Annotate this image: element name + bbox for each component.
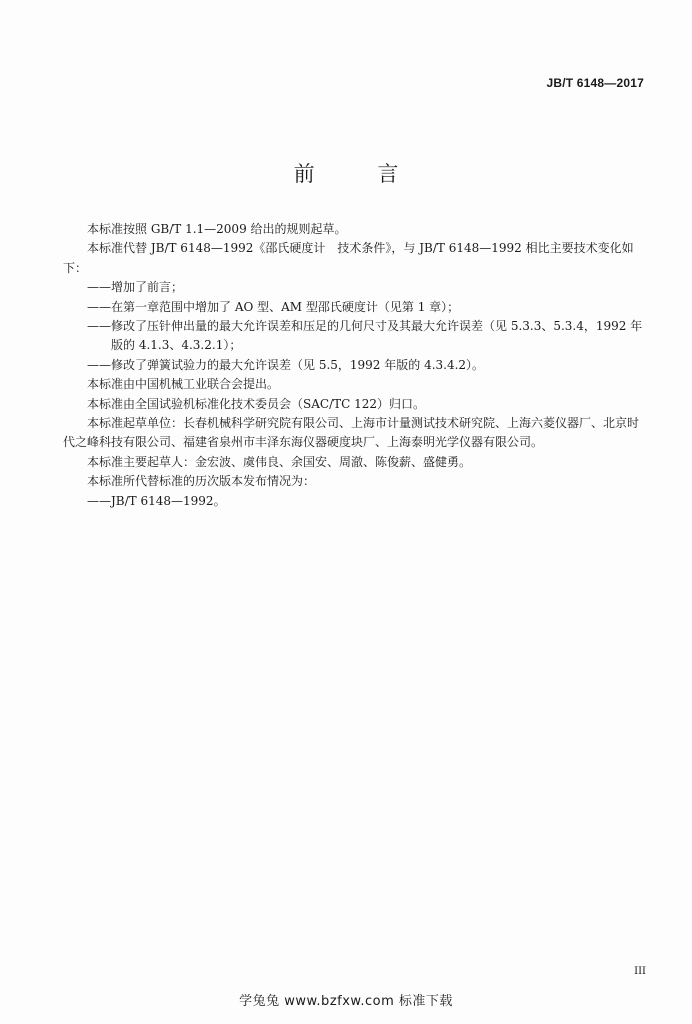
list-item: ——增加了前言； (87, 280, 184, 295)
page-title: 前 言 (293, 162, 427, 186)
paragraph-drafting-units: 本标准起草单位：长春机械科学研究院有限公司、上海市计量测试技术研究院、上海六菱仪器厂、北京时代之峰科技有限公司、福建省泉州市丰泽东海仪器硬度块厂、上海泰明光学仪器有限公司。 (63, 416, 640, 450)
list-item: ——JB/T 6148—1992。 (87, 493, 226, 508)
paragraph-replaces: 本标准代替 JB/T 6148—1992《邵氏硬度计 技术条件》，与 JB/T 6148—1992 相比主要技术变化如下： (63, 241, 634, 275)
list-item: ——在第一章范围中增加了 AO 型、AM 型邵氏硬度计（见第 1 章）； (87, 299, 460, 314)
watermark-footer: 学兔兔 www.bzfxw.com 标准下载 (239, 994, 453, 1009)
paragraph-centralized-by: 本标准由全国试验机标准化技术委员会（SAC/TC 122）归口。 (87, 396, 426, 411)
paragraph-history: 本标准所代替标准的历次版本发布情况为： (87, 474, 316, 489)
paragraph-proposed-by: 本标准由中国机械工业联合会提出。 (87, 377, 280, 392)
paragraph-drafting-rules: 本标准按照 GB/T 1.1—2009 给出的规则起草。 (87, 222, 347, 236)
page-number: III (634, 966, 646, 977)
paragraph-drafters: 本标准主要起草人：金宏波、虞伟良、余国安、周澈、陈俊薪、盛健勇。 (87, 454, 472, 469)
standard-code: JB/T 6148—2017 (546, 76, 644, 90)
list-item: ——修改了弹簧试验力的最大允许误差（见 5.5，1992 年版的 4.3.4.2）。 (87, 357, 485, 372)
list-item: ——修改了压针伸出量的最大允许误差和压足的几何尺寸及其最大允许误差（见 5.3.3、5.3.4，1992 年版的 4.1.3、4.3.2.1）； (87, 319, 643, 353)
foreword-body (63, 220, 647, 511)
